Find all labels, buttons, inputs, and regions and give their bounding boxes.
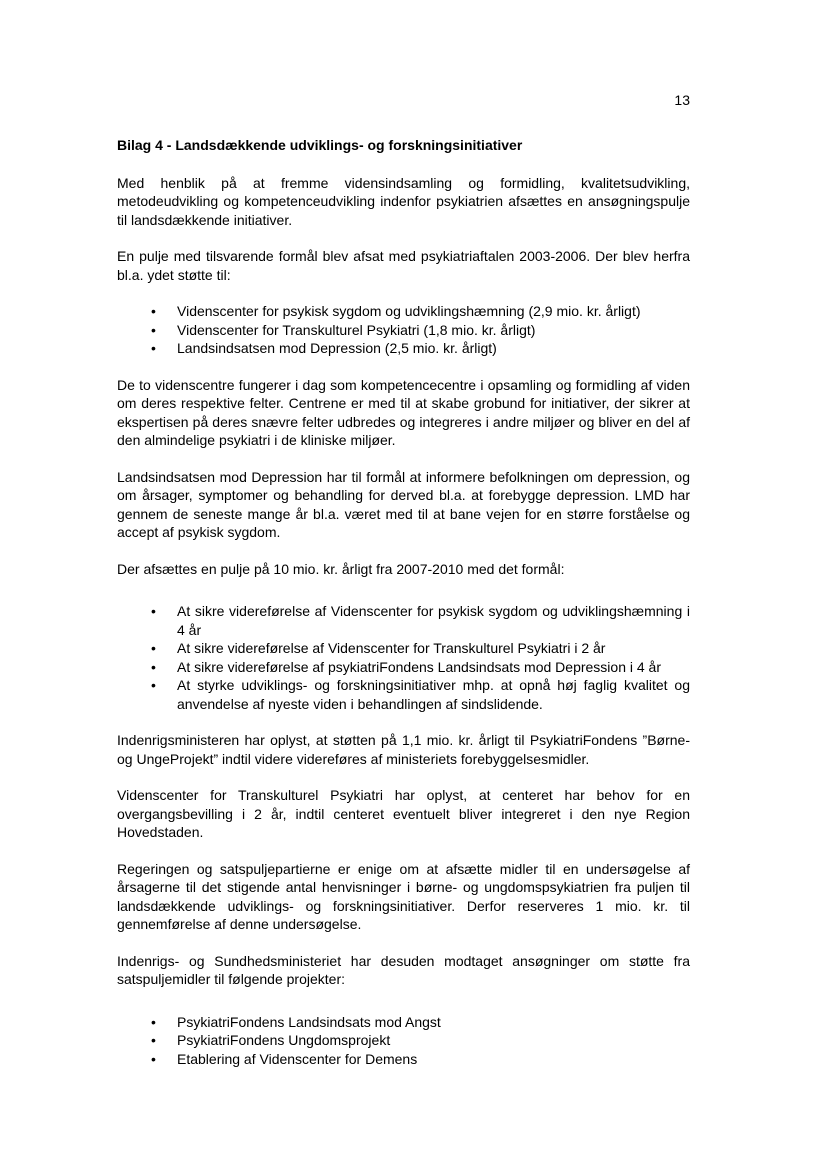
paragraph-minister: Indenrigsministeren har oplyst, at støtten på 1,1 mio. kr. årligt til PsykiatriFondens ”Børne- og UngeProjekt” indtil videre videreføres af ministeriets forebyggelsesmidler.: [117, 732, 690, 767]
paragraph-government: Regeringen og satspuljepartierne er enige om at afsætte midler til en undersøgelse af årsagerne til det stigende antal henvisninger i børne- og ungdomspsykiatrien fra puljen til landsdækkende udviklings- og forskningsinitiativer. Derfor reserveres 1 mio. kr. til gennemførelse af denne undersøgelse.: [117, 860, 690, 932]
list-item: • At styrke udviklings- og forskningsinitiativer mhp. at opnå høj faglig kvalitet og anvendelse af nyeste viden i behandlingen af sindslidende.: [177, 676, 690, 713]
list-item: • Videnscenter for Transkulturel Psykiatri (1,8 mio. kr. årligt): [177, 321, 690, 340]
list-item: • PsykiatriFondens Ungdomsprojekt: [177, 1031, 690, 1050]
purpose-list: [117, 602, 690, 713]
list-item: • At sikre videreførelse af psykiatriFondens Landsindsats mod Depression i 4 år: [177, 658, 690, 677]
paragraph-depression-initiative: Landsindsatsen mod Depression har til formål at informere befolkningen om depression, og om årsager, symptomer og behandling for derved bl.a. at forebygge depression. LMD har gennem de seneste mange år bl.a. været med til at bane vejen for en større forståelse og accept af psykisk sygdom.: [117, 468, 690, 540]
paragraph-knowledge-centres: De to videnscentre fungerer i dag som kompetencecentre i opsamling og formidling af viden om deres respektive felter. Centrene er med til at skabe grobund for initiativer, der sikrer at ekspertisen på deres snævre felter udbredes og integreres i andre miljøer og bliver en del af den almindelige psykiatri i de kliniske miljøer.: [117, 376, 690, 448]
section-title: Bilag 4 - Landsdækkende udviklings- og forskningsinitiativer: [117, 137, 523, 153]
list-item: • At sikre videreførelse af Videnscenter for psykisk sygdom og udviklingshæmning i 4 år: [177, 602, 690, 639]
document-body: [117, 136, 690, 1086]
paragraph-transcultural: Videnscenter for Transkulturel Psykiatri har oplyst, at centeret har behov for en overgangsbevilling i 2 år, indtil centeret eventuelt bliver integreret i den nye Region Hovedstaden.: [117, 787, 690, 840]
supported-list: [117, 302, 690, 358]
page-number: 13: [674, 92, 690, 108]
list-item: • PsykiatriFondens Landsindsats mod Angst: [177, 1013, 690, 1032]
list-item: • Videnscenter for psykisk sygdom og udviklingshæmning (2,9 mio. kr. årligt): [177, 302, 690, 321]
list-item: • At sikre videreførelse af Videnscenter for Transkulturel Psykiatri i 2 år: [177, 639, 690, 658]
paragraph-new-pool: Der afsættes en pulje på 10 mio. kr. årligt fra 2007-2010 med det formål:: [117, 560, 565, 577]
applications-list: [117, 1013, 690, 1069]
paragraph-applications: Indenrigs- og Sundhedsministeriet har desuden modtaget ansøgninger om støtte fra satspuljemidler til følgende projekter:: [117, 952, 690, 987]
list-item: • Etablering af Videnscenter for Demens: [177, 1050, 690, 1069]
list-item: • Landsindsatsen mod Depression (2,5 mio. kr. årligt): [177, 339, 690, 358]
paragraph-previous-pool: En pulje med tilsvarende formål blev afsat med psykiatriaftalen 2003-2006. Der blev herfra bl.a. ydet støtte til:: [117, 248, 690, 283]
paragraph-intro: Med henblik på at fremme vidensindsamling og formidling, kvalitetsudvikling, metodeudvikling og kompetenceudvikling indenfor psykiatrien afsættes en ansøgningspulje til landsdækkende initiativer.: [117, 174, 690, 228]
